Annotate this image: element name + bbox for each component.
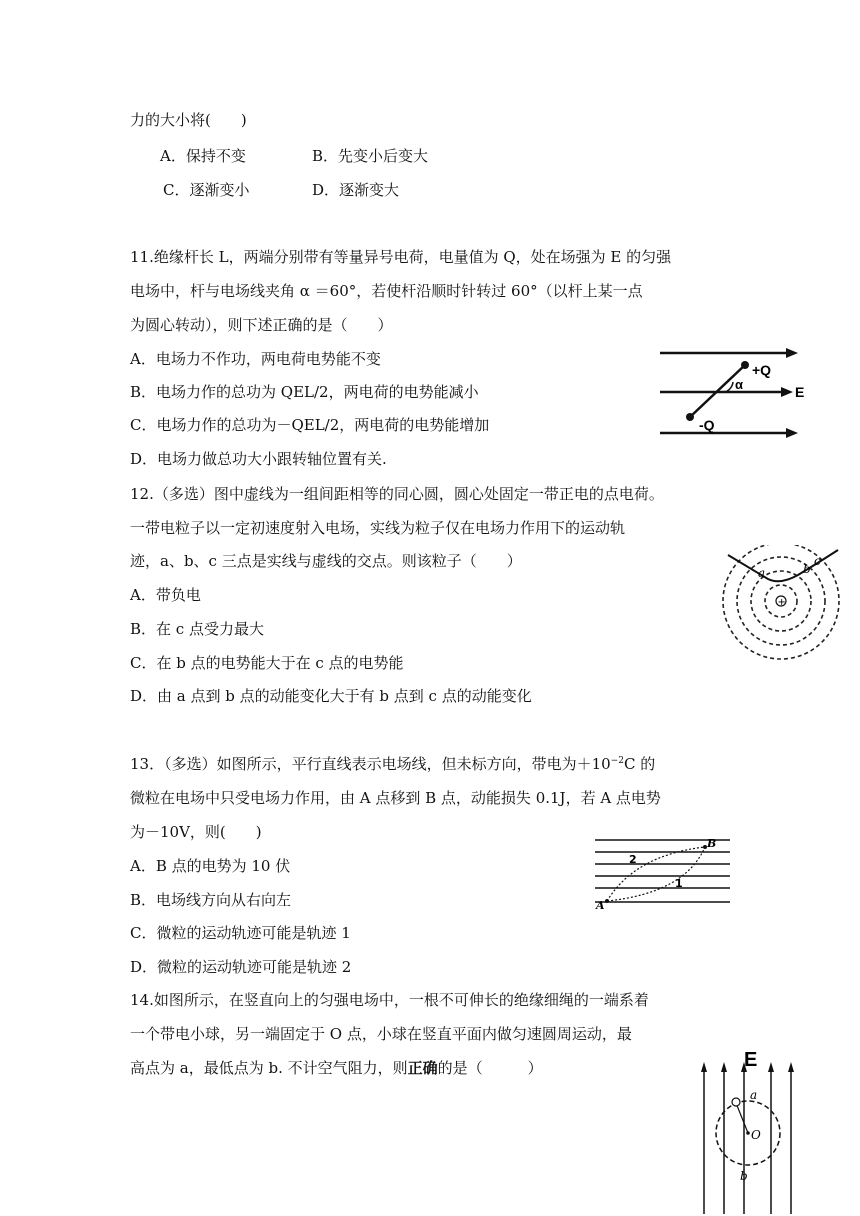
- q11-option-a: A．电场力不作功，两电荷电势能不变: [130, 350, 381, 368]
- q11-option-c: C．电场力作的总功为－QEL/2，两电荷的电势能增加: [130, 416, 490, 434]
- q13-stem-line-1-unit: C 的: [623, 755, 656, 773]
- q13-option-b: B．电场线方向从右向左: [130, 891, 292, 909]
- q14-stem-line-2: 一个带电小球，另一端固定于 O 点，小球在竖直平面内做匀速圆周运动，最: [130, 1025, 632, 1043]
- q12-figure-label-a: a: [758, 566, 766, 580]
- q14-figure-circular-motion: [696, 1046, 816, 1216]
- q12-stem-line-2: 一带电粒子以一定初速度射入电场，实线为粒子仅在电场力作用下的运动轨: [130, 519, 626, 537]
- q11-option-d: D．电场力做总功大小跟转轴位置有关.: [130, 450, 387, 468]
- q11-stem-line-3: 为圆心转动），则下述正确的是（ ）: [130, 316, 393, 334]
- q13-option-c: C．微粒的运动轨迹可能是轨迹 1: [130, 924, 351, 942]
- q11-figure-label-field: E: [795, 384, 805, 400]
- q12-stem-line-1: 12.（多选）图中虚线为一组间距相等的同心圆，圆心处固定一带正电的点电荷。: [130, 485, 664, 503]
- q14-figure-label-a: a: [750, 1088, 758, 1102]
- q11-figure-rod-in-field: [655, 345, 805, 440]
- q11-figure-label-pos: +Q: [752, 362, 772, 378]
- q13-stem-line-3: 为－10V，则( ): [130, 823, 262, 841]
- q13-figure-label-a: A: [596, 899, 605, 910]
- q14-figure-label-b: b: [740, 1169, 748, 1183]
- q13-figure-label-2: 2: [629, 853, 637, 866]
- q12-option-c: C．在 b 点的电势能大于在 c 点的电势能: [130, 654, 404, 672]
- q12-figure-label-center: +: [777, 597, 786, 608]
- q13-figure-label-1: 1: [675, 877, 683, 890]
- q10-option-d: D．逐渐变大: [312, 181, 400, 199]
- q14-stem-line-3-tail: 的是（ ）: [437, 1059, 543, 1077]
- q13-stem-line-1-text: 13．（多选）如图所示，平行直线表示电场线，但未标方向，带电为＋10: [130, 755, 611, 773]
- q13-option-a: A．B 点的电势为 10 伏: [130, 857, 291, 875]
- q12-option-d: D．由 a 点到 b 点的动能变化大于有 b 点到 c 点的动能变化: [130, 687, 532, 705]
- q10-option-a: A．保持不变: [160, 147, 246, 165]
- q12-option-a: A．带负电: [130, 586, 201, 604]
- q12-figure-label-c: c: [814, 554, 821, 568]
- q12-stem-line-3: 迹，a、b、c 三点是实线与虚线的交点。则该粒子（ ）: [130, 552, 522, 570]
- q12-figure-label-b: b: [803, 562, 811, 576]
- q14-stem-line-3-text: 高点为 a，最低点为 b. 不计空气阻力，则: [130, 1059, 408, 1077]
- q11-figure-label-angle: α: [735, 377, 743, 392]
- q14-emphasis-correct: 正确: [407, 1059, 438, 1077]
- q12-option-b: B．在 c 点受力最大: [130, 620, 264, 638]
- q14-stem-line-3: [130, 1058, 543, 1078]
- q10-option-c: C．逐渐变小: [163, 181, 250, 199]
- q14-figure-label-o: O: [751, 1128, 761, 1142]
- q14-figure-label-field: E: [744, 1049, 758, 1071]
- q13-stem-line-1: [130, 754, 655, 774]
- q13-charge-exponent: −2: [610, 756, 624, 766]
- q13-figure-field-lines: [595, 835, 735, 910]
- q14-stem-line-1: 14.如图所示，在竖直向上的匀强电场中，一根不可伸长的绝缘细绳的一端系着: [130, 991, 649, 1009]
- q13-option-d: D．微粒的运动轨迹可能是轨迹 2: [130, 958, 352, 976]
- q10-stem-tail: 力的大小将( ): [130, 111, 247, 129]
- q12-figure-concentric-circles: [718, 545, 848, 665]
- q11-option-b: B．电场力作的总功为 QEL/2，两电荷的电势能减小: [130, 383, 479, 401]
- q11-figure-label-neg: -Q: [699, 417, 715, 433]
- q13-stem-line-2: 微粒在电场中只受电场力作用，由 A 点移到 B 点，动能损失 0.1J，若 A 点电势: [130, 789, 661, 807]
- q13-figure-label-b: B: [707, 837, 717, 850]
- q11-stem-line-2: 电场中，杆与电场线夹角 α ＝60°，若使杆沿顺时针转过 60°（以杆上某一点: [130, 282, 643, 300]
- q11-stem-line-1: 11.绝缘杆长 L，两端分别带有等量异号电荷，电量值为 Q，处在场强为 E 的匀强: [130, 248, 672, 266]
- q10-option-b: B．先变小后变大: [312, 147, 429, 165]
